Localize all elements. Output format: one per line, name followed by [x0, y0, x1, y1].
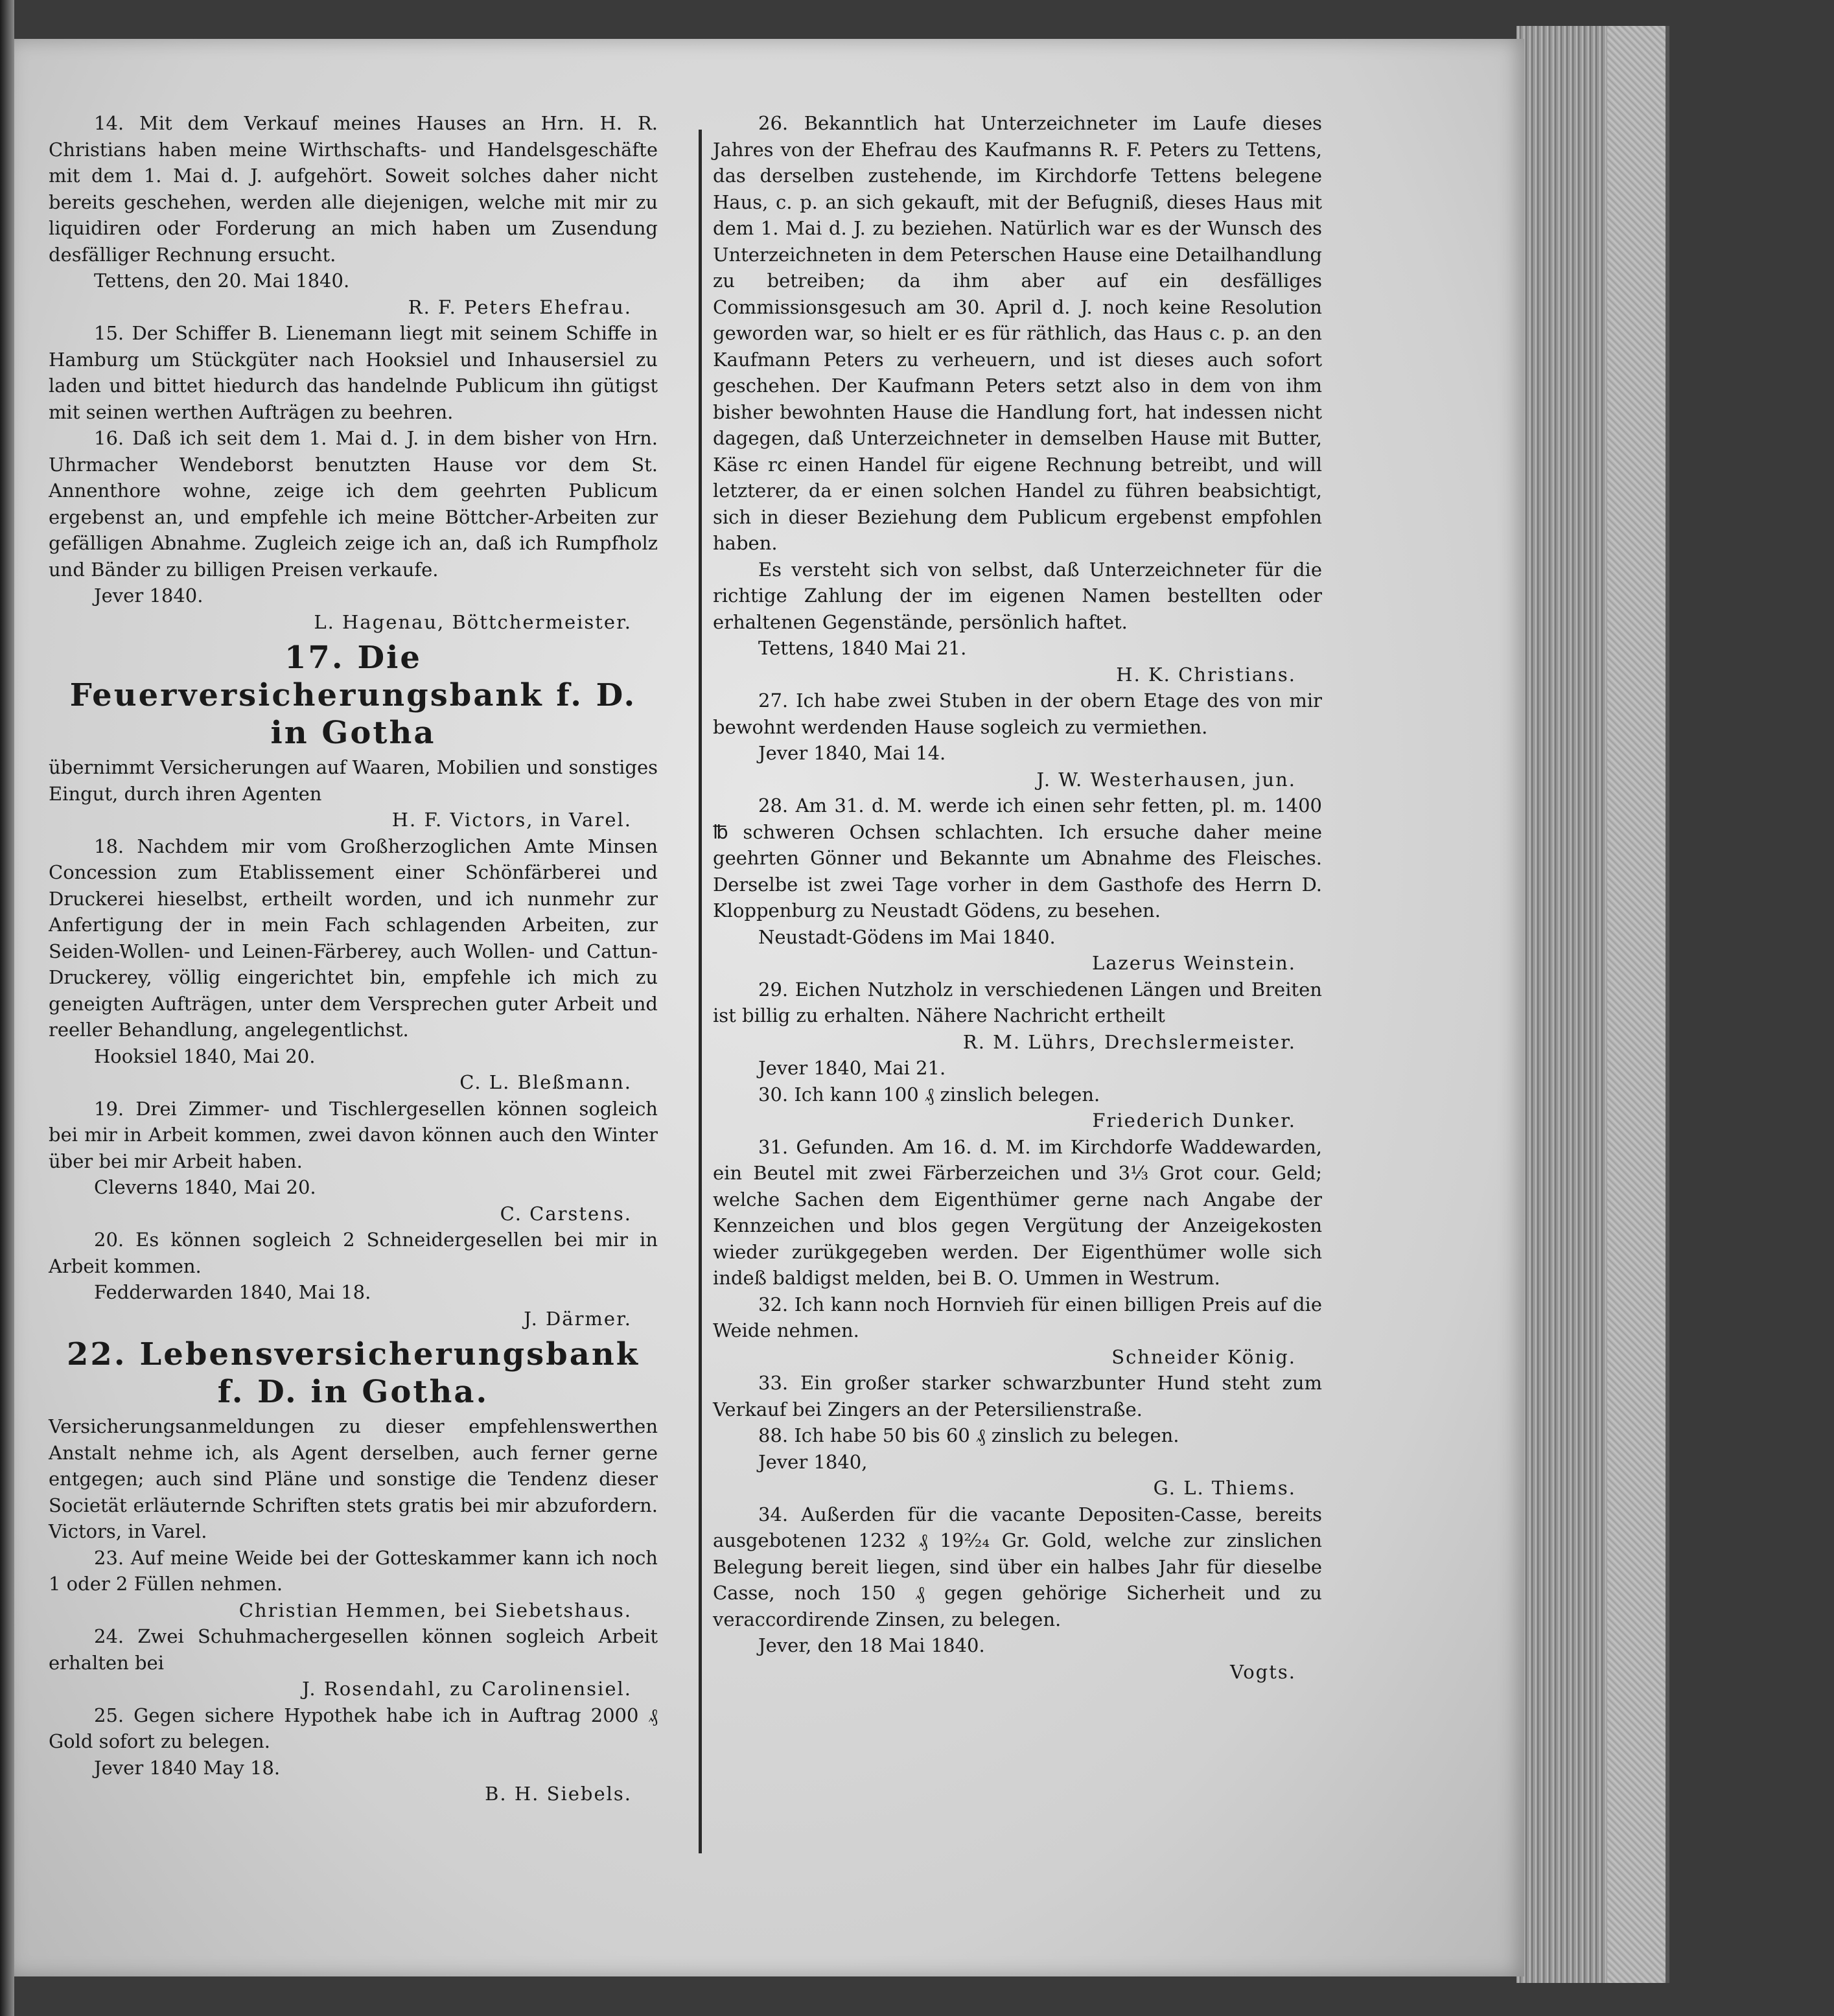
advert-text: 25. Gegen sichere Hypothek habe ich in Auftrag 2000 ₰ Gold sofort zu belegen. [49, 1704, 658, 1752]
advert-heading-text: Die Feuerversicherungsbank f. D. in Gotha [69, 640, 637, 751]
advert-signature: Vogts. [1229, 1660, 1296, 1683]
advert-dateline: Jever 1840 May 18. [94, 1756, 281, 1779]
advert-dateline: Neustadt-Gödens im Mai 1840. [758, 925, 1056, 948]
advert-heading [49, 639, 658, 752]
advert-signature: J. Därmer. [524, 1307, 632, 1330]
page-edges [1516, 26, 1620, 1983]
left-column [49, 110, 658, 1807]
advert-number: 17. [284, 640, 345, 676]
advert-text: 18. Nachdem mir vom Großherzoglichen Amte Minsen Concession zum Etablissement einer Schönfärberei und Druckerei hieselbst, ertheilt worden, und ich nunmehr zur Anfertigung der in mein Fach schlagenden Arbeiten, zur Seiden-Wollen- und Leinen-Färberey, auch Wollen- und Cattun-Druckerey, völlig eingerichtet bin, empfehle ich mich zu geneigten Aufträgen, unter dem Versprechen guter Arbeit und reeller Behandlung, angelegentlichst. [49, 835, 658, 1041]
advert-dateline: Jever 1840, [758, 1450, 868, 1473]
advert-text: 20. Es können sogleich 2 Schneidergesellen bei mir in Arbeit kommen. [49, 1229, 658, 1277]
advert-signature: R. M. Lührs, Drechslermeister. [962, 1030, 1296, 1053]
advert-heading-text: Lebensversicherungsbank f. D. in Gotha. [139, 1336, 640, 1410]
advert-signature: Schneider König. [1111, 1345, 1296, 1368]
advert-signature: C. L. Bleßmann. [459, 1071, 632, 1093]
right-column [713, 110, 1322, 1685]
advert-text: 27. Ich habe zwei Stuben in der obern Etage des von mir bewohnt werdenden Hause sogleich zu vermiethen. [713, 689, 1322, 738]
advert-text: 34. Außerden für die vacante Depositen-Casse, bereits ausgebotenen 1232 ₰ 19²⁄₂₄ Gr. Gold, welche zur zinslichen Belegung bereit liegen, sind über ein halbes Jahr für dieselbe Casse, noch 150 ₰ gegen gehörige Sicherheit und zu veraccordirende Zinsen, zu belegen. [713, 1503, 1322, 1630]
advert-signature: C. Carstens. [500, 1202, 632, 1225]
advert-text: 26. Bekanntlich hat Unterzeichneter im Laufe dieses Jahres von der Ehefrau des Kaufmanns R. F. Peters zu Tettens, das derselben zustehende, im Kirchdorfe Tettens belegene Haus, c. p. an sich gekauft, mit der Befugniß, dieses Haus mit dem 1. Mai d. J. zu beziehen. Natürlich war es der Wunsch des Unterzeichneten in dem Peterschen Hause eine Detailhandlung zu betreiben; da ihm aber auf ein desfälliges Commissionsgesuch am 30. April d. J. noch keine Resolution geworden war, so hielt er es für räthlich, das Haus c. p. an den Kaufmann Peters zu verheuern, und ist dieses auch sofort geschehen. Der Kaufmann Peters setzt also in dem von ihm bisher bewohnten Hause die Handlung fort, hat indessen nicht dagegen, daß Unterzeichneter in demselben Hause mit Butter, Käse rc einen Handel für eigene Rechnung betreibt, und will letzterer, da er einen solchen Handel zu führen beabsichtigt, sich in dieser Beziehung dem Publicum ergebenst empfohlen haben. [713, 112, 1322, 554]
advert-text: 32. Ich kann noch Hornvieh für einen billigen Preis auf die Weide nehmen. [713, 1293, 1322, 1341]
advert-signature: R. F. Peters Ehefrau. [408, 295, 632, 318]
advert-text: 33. Ein großer starker schwarzbunter Hund steht zum Verkauf bei Zingers an der Petersilienstraße. [713, 1372, 1322, 1420]
advert-signature: H. K. Christians. [1116, 663, 1296, 686]
advert-dateline: Tettens, 1840 Mai 21. [758, 637, 967, 659]
advert-text: Es versteht sich von selbst, daß Unterzeichneter für die richtige Zahlung der im eigenen Namen bestellten oder erhaltenen Gegenstände, persönlich haftet. [713, 558, 1322, 633]
advert-number: 22. [67, 1336, 127, 1373]
advert-text: 30. Ich kann 100 ₰ zinslich belegen. [758, 1083, 1100, 1106]
advert-signature: L. Hagenau, Böttchermeister. [314, 610, 632, 633]
column-divider [699, 130, 702, 1853]
advert-signature: H. F. Victors, in Varel. [391, 809, 632, 831]
advert-text: 31. Gefunden. Am 16. d. M. im Kirchdorfe Waddewarden, ein Beutel mit zwei Färberzeichen und 3⅓ Grot cour. Geld; welche Sachen dem Eigenthümer gerne nach Angabe der Kennzeichen und blos gegen Vergütung der Anzeigekosten wieder zurükgegeben werden. Der Eigenthümer wolle sich indeß baldigst melden, bei B. O. Ummen in Westrum. [713, 1135, 1322, 1289]
advert-text: 23. Auf meine Weide bei der Gotteskammer kann ich noch 1 oder 2 Füllen nehmen. [49, 1546, 658, 1595]
advert-text: 15. Der Schiffer B. Lienemann liegt mit seinem Schiffe in Hamburg um Stückgüter nach Hooksiel und Inhausersiel zu laden und bittet hiedurch das handelnde Publicum ihn gütigst mit seinen werthen Aufträgen zu beehren. [49, 322, 658, 423]
advert-signature: J. W. Westerhausen, jun. [1036, 768, 1296, 791]
advert-text: Versicherungsanmeldungen zu dieser empfehlenswerthen Anstalt nehme ich, als Agent derselben, auch ferner gerne entgegen; auch sind Pläne und sonstige die Tendenz dieser Societät erläuternde Schriften stets gratis bei mir abzufordern. Victors, in Varel. [49, 1415, 658, 1542]
advert-signature: G. L. Thiems. [1153, 1477, 1296, 1499]
advert-dateline: Jever 1840, Mai 21. [758, 1057, 946, 1079]
advert-dateline: Tettens, den 20. Mai 1840. [94, 270, 350, 292]
advert-dateline: Hooksiel 1840, Mai 20. [94, 1045, 316, 1067]
advert-signature: J. Rosendahl, zu Carolinensiel. [302, 1678, 632, 1700]
advert-text: übernimmt Versicherungen auf Waaren, Mobilien und sonstiges Eingut, durch ihren Agenten [49, 756, 658, 805]
advert-signature: Christian Hemmen, bei Siebetshaus. [238, 1599, 632, 1621]
advert-text: 24. Zwei Schuhmachergesellen können sogleich Arbeit erhalten bei [49, 1625, 658, 1674]
advert-dateline: Jever 1840, Mai 14. [758, 742, 946, 764]
advert-text: 28. Am 31. d. M. werde ich einen sehr fetten, pl. m. 1400 ℔ schweren Ochsen schlachten. Ich ersuche daher meine geehrten Gönner und Bekannte um Abnahme des Fleisches. Derselbe ist zwei Tage vorher in dem Gasthofe des Herrn D. Kloppenburg zu Neustadt Gödens, zu besehen. [713, 794, 1322, 921]
advert-text: 14. Mit dem Verkauf meines Hauses an Hrn. H. R. Christians haben meine Wirthschafts- und Handelsgeschäfte mit dem 1. Mai d. J. aufgehört. Soweit solches daher nicht bereits geschehen, werden alle diejenigen, welche mit mir zu liquidiren oder Forderung an mich haben um Zusendung desfälliger Rechnung ersucht. [49, 112, 658, 266]
advert-text: 19. Drei Zimmer- und Tischlergesellen können sogleich bei mir in Arbeit kommen, zwei davon können auch den Winter über bei mir Arbeit haben. [49, 1097, 658, 1172]
book-spine-left [0, 0, 14, 2016]
advert-signature: Lazerus Weinstein. [1091, 952, 1296, 974]
advert-heading [49, 1336, 658, 1411]
advert-dateline: Jever, den 18 Mai 1840. [758, 1634, 985, 1656]
advert-text: 16. Daß ich seit dem 1. Mai d. J. in dem bisher von Hrn. Uhrmacher Wendeborst benutzten Hause vor dem St. Annenthore wohne, zeige ich dem geehrten Publicum ergebenst an, und empfehle ich meine Böttcher-Arbeiten zur gefälligen Abnahme. Zugleich zeige ich an, daß ich Rumpfholz und Bänder zu billigen Preisen verkaufe. [49, 427, 658, 581]
advert-signature: Friederich Dunker. [1092, 1109, 1296, 1131]
advert-dateline: Jever 1840. [94, 585, 203, 607]
advert-text: 29. Eichen Nutzholz in verschiedenen Längen und Breiten ist billig zu erhalten. Nähere Nachricht ertheilt [713, 978, 1322, 1026]
advert-dateline: Fedderwarden 1840, Mai 18. [94, 1281, 371, 1303]
advert-signature: B. H. Siebels. [485, 1783, 632, 1805]
book-cover-edge [1607, 26, 1669, 1983]
advert-dateline: Cleverns 1840, Mai 20. [94, 1176, 316, 1198]
advert-text: 88. Ich habe 50 bis 60 ₰ zinslich zu belegen. [758, 1424, 1179, 1446]
